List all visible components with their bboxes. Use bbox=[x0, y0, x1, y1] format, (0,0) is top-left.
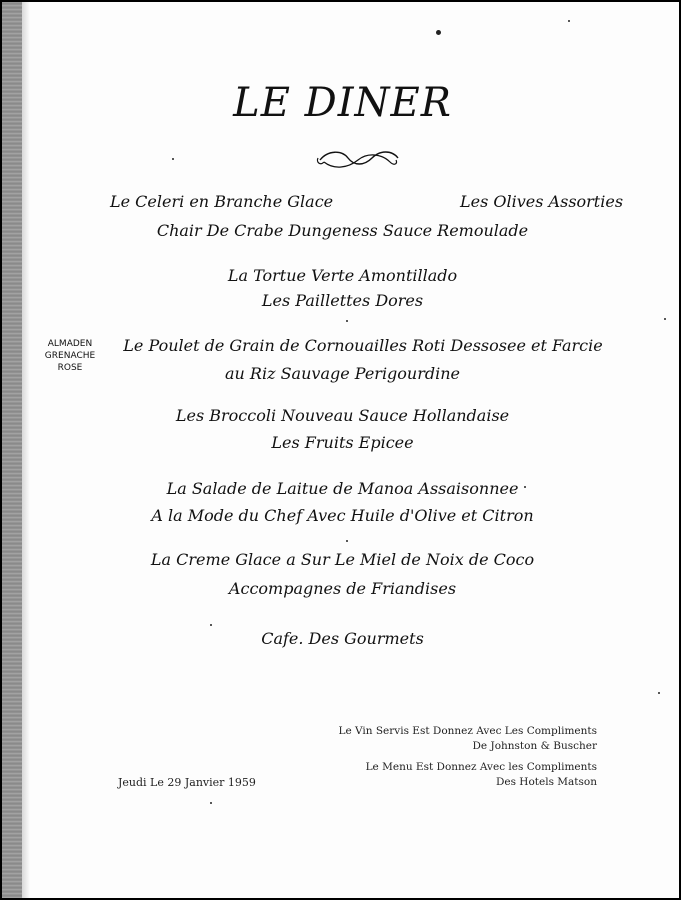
menu-item-poulet: Le Poulet de Grain de Cornouailles Roti Dessosee et Farcie bbox=[123, 336, 603, 355]
print-speck bbox=[172, 158, 174, 160]
menu-item-broccoli: Les Broccoli Nouveau Sauce Hollandaise bbox=[175, 406, 510, 425]
menu-credit-line: Le Menu Est Donnez Avec les Compliments bbox=[365, 761, 597, 773]
menu-item-salade: La Salade de Laitue de Manoa Assaisonnee bbox=[166, 479, 519, 498]
print-speck bbox=[346, 540, 348, 542]
menu-item-mode-du-chef: A la Mode du Chef Avec Huile d'Olive et Citron bbox=[151, 506, 534, 525]
menu-item-riz: au Riz Sauvage Perigourdine bbox=[224, 364, 461, 383]
wine-line: ROSE bbox=[57, 363, 83, 373]
wine-credit bbox=[338, 724, 597, 754]
page-title: LE DINER bbox=[233, 80, 452, 126]
menu-item-olives: Les Olives Assorties bbox=[460, 192, 624, 211]
wine-line: GRENACHE bbox=[44, 351, 96, 361]
menu-item-creme-glace: La Creme Glace a Sur Le Miel de Noix de Coco bbox=[150, 550, 535, 569]
print-speck bbox=[436, 30, 441, 35]
print-speck bbox=[658, 692, 660, 694]
print-speck bbox=[664, 318, 666, 320]
menu-item-celeri: Le Celeri en Branche Glace bbox=[110, 192, 334, 211]
wine-credit-line: Le Vin Servis Est Donnez Avec Les Compliments bbox=[338, 725, 597, 737]
wine-credit-line: De Johnston & Buscher bbox=[472, 740, 597, 752]
menu-credit bbox=[366, 760, 597, 790]
menu-item-friandises: Accompagnes de Friandises bbox=[228, 579, 457, 598]
menu-credit-line: Des Hotels Matson bbox=[495, 776, 597, 788]
menu-item-crabe: Chair De Crabe Dungeness Sauce Remoulade bbox=[156, 221, 529, 240]
print-speck bbox=[568, 20, 570, 22]
menu-item-paillettes: Les Paillettes Dores bbox=[261, 291, 424, 310]
flourish-ornament bbox=[314, 144, 404, 174]
print-speck bbox=[210, 624, 212, 626]
menu-date: Jeudi Le 29 Janvier 1959 bbox=[118, 776, 256, 789]
menu-item-cafe: Cafe. Des Gourmets bbox=[261, 629, 424, 648]
menu-item-fruits: Les Fruits Epicee bbox=[271, 433, 414, 452]
print-speck bbox=[210, 802, 212, 804]
print-speck bbox=[346, 320, 348, 322]
wine-line: ALMADEN bbox=[47, 339, 93, 349]
menu-item-tortue: La Tortue Verte Amontillado bbox=[227, 266, 458, 285]
